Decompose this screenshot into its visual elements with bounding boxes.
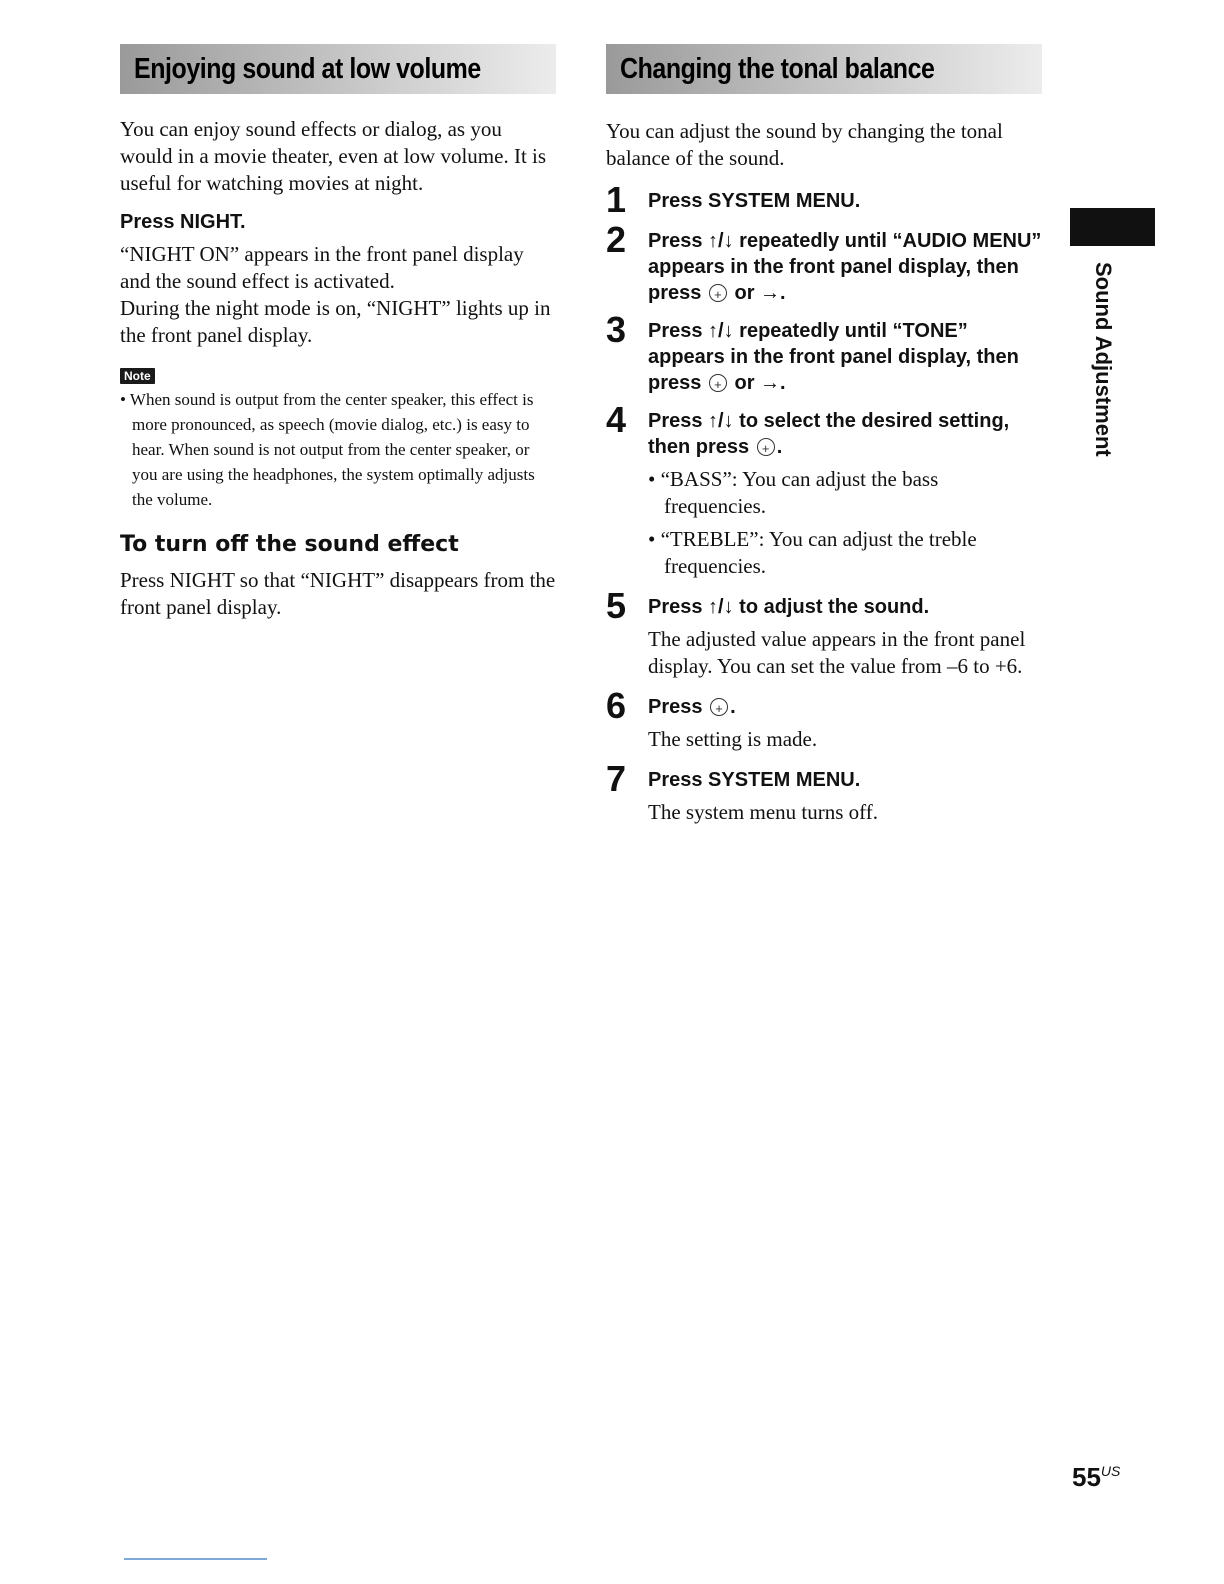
enter-icon xyxy=(709,374,727,392)
step-title: Press ↑/↓ repeatedly until “TONE” appears in the front panel display, then press + or →. xyxy=(648,318,1042,396)
step-number: 2 xyxy=(606,219,627,260)
step-number: 7 xyxy=(606,758,627,799)
step-2 xyxy=(606,219,1042,306)
step-title: Press + . xyxy=(648,694,1042,720)
step-number: 1 xyxy=(606,179,627,220)
enter-icon xyxy=(757,438,775,456)
bullet-treble: • “TREBLE”: You can adjust the treble frequencies. xyxy=(648,527,977,578)
enter-icon xyxy=(709,284,727,302)
step-title: Press SYSTEM MENU. xyxy=(648,769,861,791)
section-heading-low-volume: Enjoying sound at low volume xyxy=(120,44,556,94)
step-title: Press ↑/↓ repeatedly until “AUDIO MENU” appears in the front panel display, then press + or →. xyxy=(648,228,1042,306)
note-text: • When sound is output from the center speaker, this effect is more pronounced, as speech (movie dialog, etc.) is easy to hear. When sound is not output from the center speaker, or you are using the headphones, the system optimally adjusts the volume. xyxy=(120,390,535,509)
step-number: 5 xyxy=(606,585,627,626)
page-number-suffix: US xyxy=(1100,1463,1121,1479)
step-3 xyxy=(606,309,1042,396)
step-1 xyxy=(606,179,1042,220)
result-text-2: During the night mode is on, “NIGHT” lights up in the front panel display. xyxy=(120,296,551,347)
subheading-turn-off: To turn off the sound effect xyxy=(120,532,459,557)
tonal-intro-text: You can adjust the sound by changing the tonal balance of the sound. xyxy=(606,119,1003,170)
step-6 xyxy=(606,685,1042,753)
instruction-press-night: Press NIGHT. xyxy=(120,211,246,233)
bottom-rule xyxy=(124,1558,267,1560)
step-title: Press ↑/↓ to adjust the sound. xyxy=(648,596,930,618)
right-column xyxy=(606,44,1042,826)
chapter-side-label: Sound Adjustment xyxy=(1091,262,1116,457)
section-heading-tonal-balance: Changing the tonal balance xyxy=(606,44,1042,94)
bullet-bass: • “BASS”: You can adjust the bass frequencies. xyxy=(648,467,939,518)
note-block xyxy=(120,367,556,512)
note-badge: Note xyxy=(120,368,155,384)
intro-text: You can enjoy sound effects or dialog, as you would in a movie theater, even at low volume. It is useful for watching movies at night. xyxy=(120,117,547,195)
page-number: $55^{US}$ xyxy=(1072,1462,1121,1492)
left-column xyxy=(120,44,556,621)
step-description: The adjusted value appears in the front panel display. You can set the value from –6 to +6. xyxy=(648,627,1026,678)
step-number: 6 xyxy=(606,685,627,726)
chapter-tab-marker xyxy=(1070,208,1155,246)
step-number: 4 xyxy=(606,399,627,440)
step-4 xyxy=(606,399,1042,580)
step-title: Press ↑/↓ to select the desired setting, then press + . xyxy=(648,408,1042,460)
result-text-1: “NIGHT ON” appears in the front panel display and the sound effect is activated. xyxy=(120,242,524,293)
turn-off-text: Press NIGHT so that “NIGHT” disappears from the front panel display. xyxy=(120,568,556,619)
step-number: 3 xyxy=(606,309,627,350)
step-description: The system menu turns off. xyxy=(648,800,878,824)
step-title: Press SYSTEM MENU. xyxy=(648,190,861,212)
step-7 xyxy=(606,758,1042,826)
step-5 xyxy=(606,585,1042,680)
enter-icon xyxy=(710,698,728,716)
step-description: The setting is made. xyxy=(648,727,818,751)
